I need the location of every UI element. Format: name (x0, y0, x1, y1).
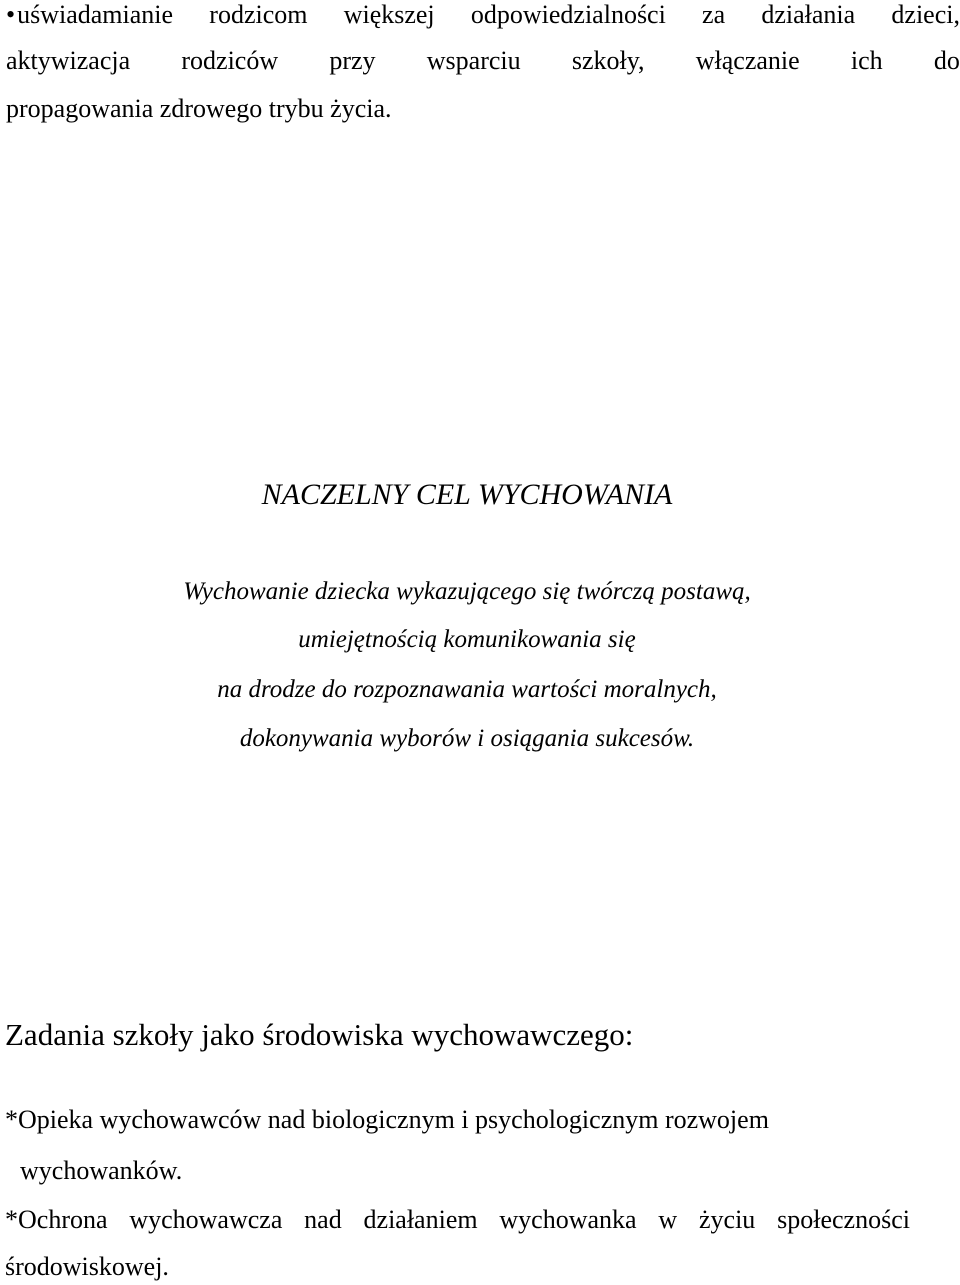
goal-line-3: na drodze do rozpoznawania wartości moralnych, (217, 676, 717, 703)
word: *Ochrona (5, 1205, 108, 1234)
word: społeczności (777, 1205, 910, 1234)
goal-line-1: Wychowanie dziecka wykazującego się twórczą postawą, (183, 578, 751, 605)
word: wsparciu (426, 46, 521, 75)
word: uświadamianie (17, 0, 174, 29)
word: aktywizacja (6, 46, 131, 75)
word: włączanie (695, 46, 800, 75)
task-2-line-2: środowiskowej. (5, 1252, 169, 1281)
word: za (702, 0, 726, 29)
word: ich (850, 46, 883, 75)
word: życiu (699, 1205, 756, 1234)
goal-title: NACZELNY CEL WYCHOWANIA (261, 478, 673, 511)
task-1-line-2: wychowanków. (20, 1156, 183, 1185)
word: rodzicom (209, 0, 308, 29)
word: nad (304, 1205, 342, 1234)
word: działaniem (363, 1205, 478, 1234)
word: wychowawcza (129, 1205, 283, 1234)
word: przy (329, 46, 376, 75)
word: odpowiedzialności (470, 0, 666, 29)
task-2-line-1 (5, 1204, 910, 1236)
bullet-line-3: propagowania zdrowego trybu życia. (6, 94, 392, 123)
first-word-with-bullet (6, 0, 173, 30)
word: w (658, 1205, 678, 1234)
goal-line-4: dokonywania wyborów i osiągania sukcesów. (239, 725, 695, 752)
bullet-line-1 (6, 0, 960, 30)
task-1-line-1: *Opieka wychowawców nad biologicznym i psychologicznym rozwojem (5, 1105, 769, 1134)
word: wychowanka (499, 1205, 637, 1234)
word: rodziców (181, 46, 279, 75)
bullet-icon: • (6, 0, 16, 29)
goal-line-2: umiejętnością komunikowania się (298, 626, 636, 653)
word: działania (761, 0, 856, 29)
word: większej (343, 0, 435, 29)
tasks-heading: Zadania szkoły jako środowiska wychowawczego: (5, 1017, 634, 1052)
word: dzieci, (891, 0, 960, 29)
word: do (933, 46, 960, 75)
bullet-line-2 (6, 46, 960, 76)
word: szkoły, (571, 46, 645, 75)
